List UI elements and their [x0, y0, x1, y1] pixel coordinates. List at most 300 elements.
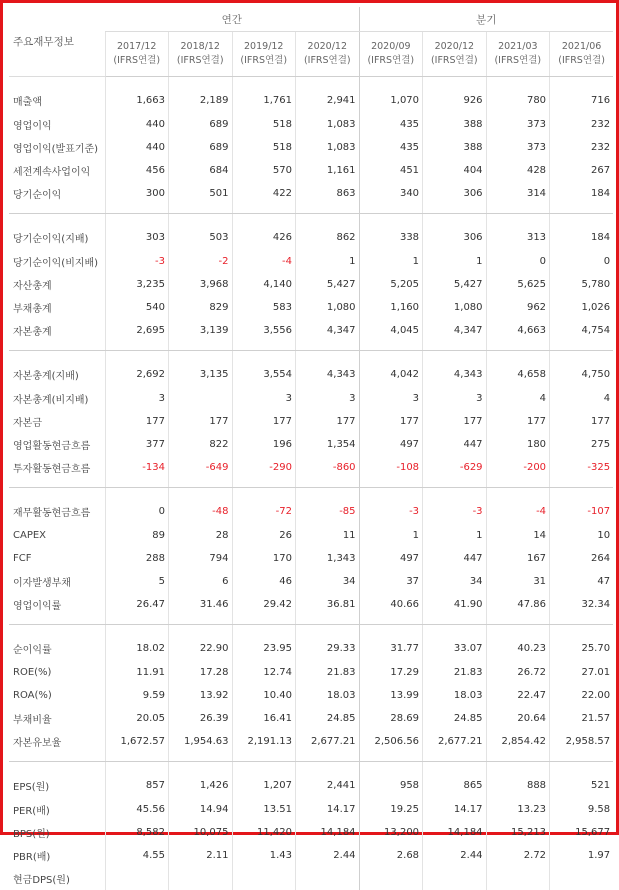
cell-value: 4,347: [423, 319, 487, 351]
cell-value: 888: [486, 762, 550, 799]
row-label: CAPEX: [9, 524, 105, 547]
cell-value: 0: [550, 250, 614, 273]
cell-value: 5,780: [550, 273, 614, 296]
cell-value: 1,426: [169, 762, 233, 799]
cell-value: 34: [423, 570, 487, 593]
cell-value: 47: [550, 570, 614, 593]
cell-value: 4,347: [296, 319, 360, 351]
cell-value: 26: [232, 524, 296, 547]
cell-value: 5,205: [359, 273, 423, 296]
cell-value: 303: [105, 214, 169, 251]
cell-value: 4,663: [486, 319, 550, 351]
table-row: [9, 456, 613, 488]
row-label: 당기순이익: [9, 182, 105, 214]
cell-value: 3: [423, 387, 487, 410]
cell-value: 780: [486, 77, 550, 114]
cell-value: 926: [423, 77, 487, 114]
row-label: ROA(%): [9, 684, 105, 707]
table-body: [9, 77, 613, 890]
table-header: [9, 7, 613, 77]
cell-value: 12.74: [232, 661, 296, 684]
cell-value: [169, 387, 233, 410]
cell-value: 388: [423, 113, 487, 136]
cell-value: 13.23: [486, 798, 550, 821]
cell-value: 264: [550, 547, 614, 570]
row-label: 영업이익: [9, 113, 105, 136]
cell-value: [169, 867, 233, 890]
period-basis: (IFRS연결): [487, 54, 550, 68]
table-row: [9, 730, 613, 762]
period-basis: (IFRS연결): [550, 54, 613, 68]
cell-value: 440: [105, 136, 169, 159]
cell-value: 4,750: [550, 351, 614, 388]
cell-value: 2,506.56: [359, 730, 423, 762]
cell-value: 3,968: [169, 273, 233, 296]
cell-value: 29.33: [296, 625, 360, 662]
cell-value: 29.42: [232, 593, 296, 625]
cell-value: 689: [169, 136, 233, 159]
cell-value: [296, 867, 360, 890]
cell-value: 1,672.57: [105, 730, 169, 762]
cell-value: [359, 867, 423, 890]
row-label: 영업이익(발표기준): [9, 136, 105, 159]
table-row: [9, 844, 613, 867]
row-label: 부채총계: [9, 296, 105, 319]
table-row: [9, 570, 613, 593]
cell-value: 716: [550, 77, 614, 114]
cell-value: 1.43: [232, 844, 296, 867]
cell-value: 10,075: [169, 821, 233, 844]
annual-header: 연간: [105, 7, 359, 32]
cell-value: 26.39: [169, 707, 233, 730]
cell-value: 1,070: [359, 77, 423, 114]
cell-value: 18.02: [105, 625, 169, 662]
period-basis: (IFRS연결): [296, 54, 359, 68]
cell-value: -48: [169, 488, 233, 525]
cell-value: 2,191.13: [232, 730, 296, 762]
cell-value: 31.77: [359, 625, 423, 662]
table-row: [9, 77, 613, 114]
cell-value: 180: [486, 433, 550, 456]
period-header: [423, 32, 487, 77]
cell-value: 4: [550, 387, 614, 410]
row-label: 자본총계(지배): [9, 351, 105, 388]
cell-value: 14.94: [169, 798, 233, 821]
cell-value: 794: [169, 547, 233, 570]
cell-value: 962: [486, 296, 550, 319]
cell-value: 177: [232, 410, 296, 433]
cell-value: 314: [486, 182, 550, 214]
cell-value: 518: [232, 113, 296, 136]
period-basis: (IFRS연결): [423, 54, 486, 68]
row-label: 투자활동현금흐름: [9, 456, 105, 488]
cell-value: 501: [169, 182, 233, 214]
cell-value: 3: [296, 387, 360, 410]
cell-value: 45.56: [105, 798, 169, 821]
cell-value: 13.92: [169, 684, 233, 707]
cell-value: 4,754: [550, 319, 614, 351]
cell-value: 2.44: [423, 844, 487, 867]
cell-value: 958: [359, 762, 423, 799]
table-row: [9, 159, 613, 182]
cell-value: 456: [105, 159, 169, 182]
cell-value: 177: [296, 410, 360, 433]
period-header: [359, 32, 423, 77]
cell-value: -72: [232, 488, 296, 525]
cell-value: 1,354: [296, 433, 360, 456]
cell-value: 196: [232, 433, 296, 456]
row-label: FCF: [9, 547, 105, 570]
cell-value: 0: [105, 488, 169, 525]
period-header: [296, 32, 360, 77]
cell-value: 25.70: [550, 625, 614, 662]
cell-value: 1,080: [296, 296, 360, 319]
cell-value: 11.91: [105, 661, 169, 684]
row-label-header: 주요재무정보: [9, 7, 105, 77]
row-label: 현금DPS(원): [9, 867, 105, 890]
cell-value: 17.29: [359, 661, 423, 684]
cell-value: -3: [423, 488, 487, 525]
table-row: [9, 821, 613, 844]
cell-value: 177: [423, 410, 487, 433]
period-header: [105, 32, 169, 77]
cell-value: 1,083: [296, 136, 360, 159]
cell-value: 15,677: [550, 821, 614, 844]
table-row: [9, 410, 613, 433]
cell-value: 497: [359, 547, 423, 570]
cell-value: 28: [169, 524, 233, 547]
cell-value: 10.40: [232, 684, 296, 707]
row-label: PER(배): [9, 798, 105, 821]
cell-value: 232: [550, 113, 614, 136]
period-label: 2020/12: [296, 40, 359, 54]
table-row: [9, 387, 613, 410]
cell-value: 1,083: [296, 113, 360, 136]
cell-value: 422: [232, 182, 296, 214]
cell-value: 177: [169, 410, 233, 433]
period-label: 2017/12: [106, 40, 169, 54]
cell-value: 14,184: [423, 821, 487, 844]
cell-value: 1,080: [423, 296, 487, 319]
cell-value: 5: [105, 570, 169, 593]
period-basis: (IFRS연결): [360, 54, 423, 68]
cell-value: 373: [486, 113, 550, 136]
cell-value: 426: [232, 214, 296, 251]
cell-value: 177: [550, 410, 614, 433]
cell-value: 22.90: [169, 625, 233, 662]
cell-value: 447: [423, 547, 487, 570]
cell-value: 2,692: [105, 351, 169, 388]
cell-value: 19.25: [359, 798, 423, 821]
table-row: [9, 182, 613, 214]
cell-value: 2,441: [296, 762, 360, 799]
cell-value: -3: [359, 488, 423, 525]
cell-value: 518: [232, 136, 296, 159]
cell-value: 1: [359, 250, 423, 273]
table-row: [9, 136, 613, 159]
cell-value: 11,420: [232, 821, 296, 844]
cell-value: 40.66: [359, 593, 423, 625]
cell-value: 5,427: [423, 273, 487, 296]
table-row: [9, 707, 613, 730]
cell-value: 267: [550, 159, 614, 182]
table-row: [9, 661, 613, 684]
cell-value: -85: [296, 488, 360, 525]
cell-value: 5,427: [296, 273, 360, 296]
row-label: 영업활동현금흐름: [9, 433, 105, 456]
cell-value: 2,695: [105, 319, 169, 351]
cell-value: 3,554: [232, 351, 296, 388]
period-label: 2021/03: [487, 40, 550, 54]
cell-value: 31.46: [169, 593, 233, 625]
cell-value: -629: [423, 456, 487, 488]
table-row: [9, 762, 613, 799]
cell-value: 2.68: [359, 844, 423, 867]
cell-value: 1.97: [550, 844, 614, 867]
cell-value: 13.99: [359, 684, 423, 707]
cell-value: 377: [105, 433, 169, 456]
cell-value: 34: [296, 570, 360, 593]
cell-value: 2.72: [486, 844, 550, 867]
cell-value: -108: [359, 456, 423, 488]
cell-value: 521: [550, 762, 614, 799]
cell-value: 36.81: [296, 593, 360, 625]
cell-value: 15,213: [486, 821, 550, 844]
period-header: [486, 32, 550, 77]
cell-value: 21.57: [550, 707, 614, 730]
cell-value: 9.58: [550, 798, 614, 821]
cell-value: 306: [423, 182, 487, 214]
cell-value: 540: [105, 296, 169, 319]
cell-value: 18.03: [296, 684, 360, 707]
cell-value: 4.55: [105, 844, 169, 867]
table-row: [9, 351, 613, 388]
cell-value: 306: [423, 214, 487, 251]
cell-value: -649: [169, 456, 233, 488]
cell-value: -200: [486, 456, 550, 488]
table-row: [9, 273, 613, 296]
cell-value: 300: [105, 182, 169, 214]
cell-value: -4: [232, 250, 296, 273]
cell-value: 451: [359, 159, 423, 182]
cell-value: 14.17: [423, 798, 487, 821]
table-row: [9, 593, 613, 625]
table-row: [9, 798, 613, 821]
cell-value: 2,189: [169, 77, 233, 114]
cell-value: 404: [423, 159, 487, 182]
cell-value: 865: [423, 762, 487, 799]
cell-value: 24.85: [296, 707, 360, 730]
period-basis: (IFRS연결): [106, 54, 169, 68]
period-header: [550, 32, 614, 77]
cell-value: 20.64: [486, 707, 550, 730]
cell-value: 2,854.42: [486, 730, 550, 762]
cell-value: 2,958.57: [550, 730, 614, 762]
cell-value: 1,026: [550, 296, 614, 319]
cell-value: -325: [550, 456, 614, 488]
cell-value: 177: [486, 410, 550, 433]
cell-value: 288: [105, 547, 169, 570]
cell-value: 28.69: [359, 707, 423, 730]
cell-value: 17.28: [169, 661, 233, 684]
cell-value: 4,045: [359, 319, 423, 351]
table-row: [9, 547, 613, 570]
row-label: 영업이익률: [9, 593, 105, 625]
period-header: [169, 32, 233, 77]
cell-value: 20.05: [105, 707, 169, 730]
cell-value: 47.86: [486, 593, 550, 625]
cell-value: 26.47: [105, 593, 169, 625]
cell-value: 4,140: [232, 273, 296, 296]
cell-value: 3,139: [169, 319, 233, 351]
period-label: 2018/12: [169, 40, 232, 54]
table-row: [9, 524, 613, 547]
cell-value: 2,941: [296, 77, 360, 114]
cell-value: 1,161: [296, 159, 360, 182]
row-label: BPS(원): [9, 821, 105, 844]
row-label: 자본총계(비지배): [9, 387, 105, 410]
cell-value: 4,343: [296, 351, 360, 388]
cell-value: 440: [105, 113, 169, 136]
cell-value: 33.07: [423, 625, 487, 662]
cell-value: [423, 867, 487, 890]
cell-value: [486, 867, 550, 890]
row-label: 이자발생부채: [9, 570, 105, 593]
row-label: PBR(배): [9, 844, 105, 867]
period-header: [232, 32, 296, 77]
cell-value: 21.83: [423, 661, 487, 684]
cell-value: 170: [232, 547, 296, 570]
cell-value: 13,200: [359, 821, 423, 844]
cell-value: 16.41: [232, 707, 296, 730]
cell-value: 14,184: [296, 821, 360, 844]
cell-value: -860: [296, 456, 360, 488]
cell-value: 3: [359, 387, 423, 410]
row-label: EPS(원): [9, 762, 105, 799]
cell-value: 9.59: [105, 684, 169, 707]
cell-value: 184: [550, 182, 614, 214]
cell-value: 313: [486, 214, 550, 251]
cell-value: 177: [359, 410, 423, 433]
cell-value: 40.23: [486, 625, 550, 662]
cell-value: 857: [105, 762, 169, 799]
row-label: 부채비율: [9, 707, 105, 730]
financial-summary-table: [9, 7, 613, 890]
cell-value: 46: [232, 570, 296, 593]
cell-value: 4,042: [359, 351, 423, 388]
cell-value: 14.17: [296, 798, 360, 821]
row-label: 자산총계: [9, 273, 105, 296]
table-row: [9, 684, 613, 707]
cell-value: 373: [486, 136, 550, 159]
cell-value: 37: [359, 570, 423, 593]
cell-value: 21.83: [296, 661, 360, 684]
cell-value: 8,582: [105, 821, 169, 844]
table-row: [9, 867, 613, 890]
cell-value: 41.90: [423, 593, 487, 625]
table-row: [9, 113, 613, 136]
cell-value: 1: [296, 250, 360, 273]
cell-value: 428: [486, 159, 550, 182]
cell-value: 1,160: [359, 296, 423, 319]
cell-value: 340: [359, 182, 423, 214]
period-basis: (IFRS연결): [169, 54, 232, 68]
cell-value: 2,677.21: [423, 730, 487, 762]
cell-value: 1,343: [296, 547, 360, 570]
cell-value: 10: [550, 524, 614, 547]
cell-value: 24.85: [423, 707, 487, 730]
cell-value: 1,954.63: [169, 730, 233, 762]
cell-value: 503: [169, 214, 233, 251]
row-label: 자본금: [9, 410, 105, 433]
cell-value: 4,658: [486, 351, 550, 388]
cell-value: [232, 867, 296, 890]
cell-value: -290: [232, 456, 296, 488]
table-row: [9, 214, 613, 251]
cell-value: 1,761: [232, 77, 296, 114]
row-label: 자본총계: [9, 319, 105, 351]
cell-value: -4: [486, 488, 550, 525]
cell-value: 22.47: [486, 684, 550, 707]
row-label: 순이익률: [9, 625, 105, 662]
cell-value: -3: [105, 250, 169, 273]
period-label: 2019/12: [233, 40, 296, 54]
period-basis: (IFRS연결): [233, 54, 296, 68]
row-label: 당기순이익(비지배): [9, 250, 105, 273]
cell-value: 684: [169, 159, 233, 182]
period-label: 2020/09: [360, 40, 423, 54]
table-row: [9, 296, 613, 319]
cell-value: 89: [105, 524, 169, 547]
quarter-header: 분기: [359, 7, 613, 32]
cell-value: 435: [359, 113, 423, 136]
cell-value: 1: [423, 524, 487, 547]
cell-value: 4,343: [423, 351, 487, 388]
cell-value: 0: [486, 250, 550, 273]
cell-value: 1,663: [105, 77, 169, 114]
table-row: [9, 319, 613, 351]
cell-value: -107: [550, 488, 614, 525]
row-label: 당기순이익(지배): [9, 214, 105, 251]
cell-value: 22.00: [550, 684, 614, 707]
cell-value: 18.03: [423, 684, 487, 707]
period-label: 2021/06: [550, 40, 613, 54]
cell-value: 822: [169, 433, 233, 456]
cell-value: 2.44: [296, 844, 360, 867]
cell-value: 689: [169, 113, 233, 136]
cell-value: 14: [486, 524, 550, 547]
cell-value: 177: [105, 410, 169, 433]
cell-value: 23.95: [232, 625, 296, 662]
cell-value: 6: [169, 570, 233, 593]
cell-value: 232: [550, 136, 614, 159]
cell-value: 447: [423, 433, 487, 456]
cell-value: 2,677.21: [296, 730, 360, 762]
cell-value: [550, 867, 614, 890]
cell-value: 435: [359, 136, 423, 159]
cell-value: 5,625: [486, 273, 550, 296]
cell-value: 13.51: [232, 798, 296, 821]
cell-value: 2.11: [169, 844, 233, 867]
cell-value: -2: [169, 250, 233, 273]
cell-value: 27.01: [550, 661, 614, 684]
cell-value: 4: [486, 387, 550, 410]
cell-value: 862: [296, 214, 360, 251]
cell-value: -134: [105, 456, 169, 488]
cell-value: 1,207: [232, 762, 296, 799]
cell-value: 3,556: [232, 319, 296, 351]
cell-value: 3,135: [169, 351, 233, 388]
